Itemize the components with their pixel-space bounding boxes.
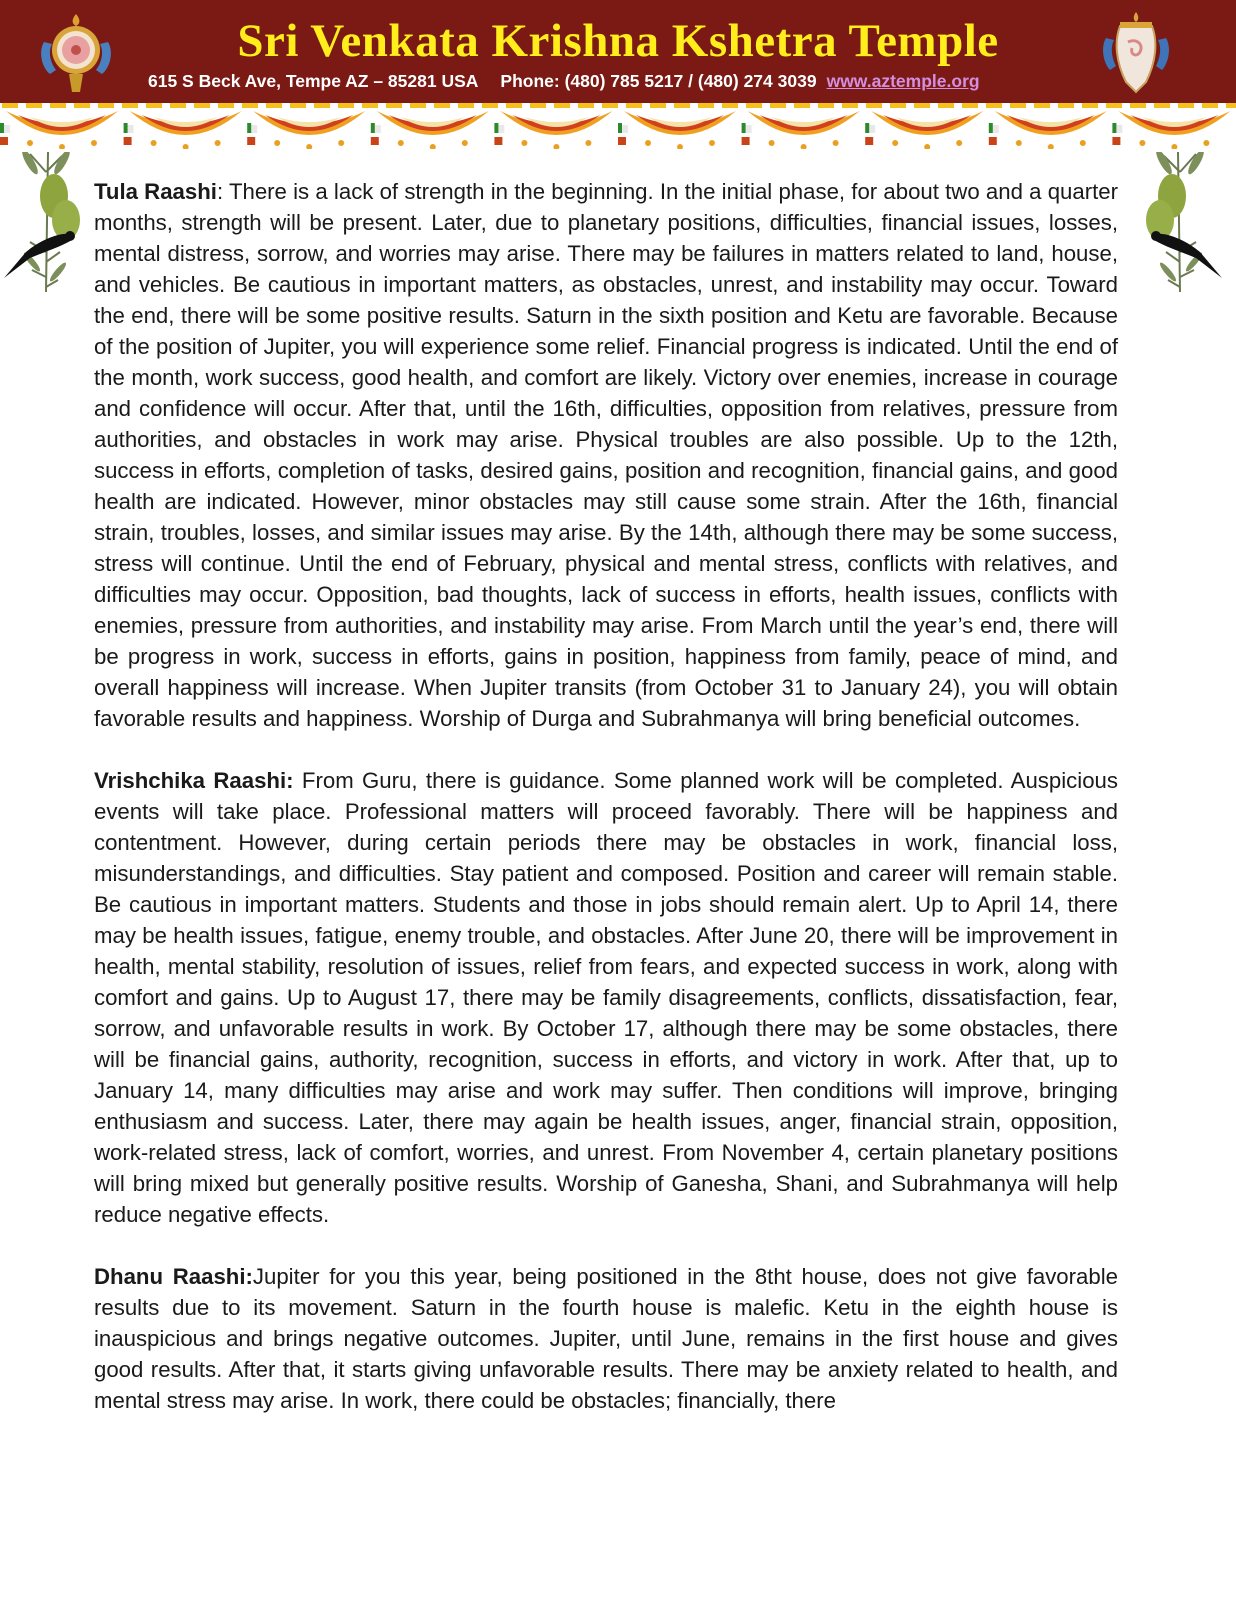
section-heading: Dhanu Raashi: (94, 1264, 253, 1289)
temple-website-link[interactable]: www.aztemple.org (826, 71, 980, 91)
header-band (0, 0, 1236, 103)
temple-address: 615 S Beck Ave, Tempe AZ – 85281 USA (148, 71, 479, 91)
marigold-garland-decoration (0, 103, 1236, 155)
temple-phone: Phone: (480) 785 5217 / (480) 274 3039 (500, 71, 817, 91)
section-heading: Vrishchika Raashi: (94, 768, 294, 793)
section-text: From Guru, there is guidance. Some planned work will be completed. Auspicious events will take place. Professional matters will proceed favorably. There will be happiness and contentment. However, during certain periods there may be obstacles in work, financial loss, misunderstandings, and difficulties. Stay patient and composed. Position and career will remain stable. Be cautious in important matters. Students and those in jobs should remain alert. Up to April 14, there may be health issues, fatigue, enemy trouble, and obstacles. After June 20, there will be improvement in health, mental stability, resolution of issues, relief from fears, and expected success in work, along with comfort and gains. Up to August 17, there may be family disagreements, conflicts, dissatisfaction, fear, sorrow, and unfavorable results in work. By October 17, although there may be some obstacles, there will be financial gains, authority, recognition, success in efforts, and victory in work. After that, up to January 14, many difficulties may arise and work may suffer. Then conditions will improve, bringing enthusiasm and success. Later, there may again be health issues, anger, financial strain, opposition, work-related stress, lack of comfort, worries, and unrest. From November 4, certain planetary positions will bring mixed but generally positive results. Worship of Ganesha, Shani, and Subrahmanya will help reduce negative effects. (94, 768, 1118, 1227)
mango-leaves-bird-decoration-left (0, 152, 90, 302)
section-text: Jupiter for you this year, being positioned in the 8tht house, does not give favorable results due to its movement. Saturn in the fourth house is malefic. Ketu in the eighth house is inauspicious and brings negative outcomes. Jupiter, until June, remains in the first house and gives good results. After that, it starts giving unfavorable results. There may be anxiety related to health, and mental stress may arise. In work, there could be obstacles; financially, there (94, 1264, 1118, 1413)
header-contact-line (148, 70, 980, 92)
section-dhanu-raashi (94, 1261, 1118, 1416)
section-heading: Tula Raashi (94, 179, 217, 204)
temple-title: Sri Venkata Krishna Kshetra Temple (237, 15, 999, 67)
conch-shell-emblem-icon (1096, 12, 1176, 94)
horoscope-content (94, 176, 1118, 1447)
section-text: There is a lack of strength in the beginning. In the initial phase, for about two and a quarter months, strength will be present. Later, due to planetary positions, difficulties, financial issues, losses, mental distress, sorrow, and worries may arise. There may be failures in matters related to land, house, and vehicles. Be cautious in important matters, as obstacles, unrest, and instability may occur. Toward the end, there will be some positive results. Saturn in the sixth position and Ketu are favorable. Because of the position of Jupiter, you will experience some relief. Financial progress is indicated. Until the end of the month, work success, good health, and comfort are likely. Victory over enemies, increase in courage and confidence will occur. After that, until the 16th, difficulties, opposition from relatives, pressure from authorities, and obstacles in work may arise. Physical troubles are also possible. Up to the 12th, success in efforts, completion of tasks, desired gains, position and recognition, financial gains, and good health are indicated. However, minor obstacles may still cause some strain. After the 16th, financial strain, troubles, losses, and similar issues may arise. By the 14th, although there may be some success, stress will continue. Until the end of February, physical and mental stress, conflicts with relatives, and difficulties may occur. Opposition, bad thoughts, lack of success in efforts, health issues, conflicts with enemies, pressure from authorities, and instability may arise. From March until the year’s end, there will be progress in work, success in efforts, gains in position, happiness from family, peace of mind, and overall happiness will increase. When Jupiter transits (from October 31 to January 24), you will obtain favorable results and happiness. Worship of Durga and Subrahmanya will bring beneficial outcomes. (94, 179, 1118, 731)
section-vrishchika-raashi (94, 765, 1118, 1230)
mango-leaves-bird-decoration-right (1136, 152, 1226, 302)
section-tula-raashi: Tula Raashi: There is a lack of strength in the beginning. In the initial phase, for about two and a quarter months, strength will be present. Later, due to planetary positions, difficulties, financial issues, losses, mental distress, sorrow, and worries may arise. There may be failures in matters related to land, house, and vehicles. Be cautious in important matters, as obstacles, unrest, and instability may occur. Toward the end, there will be some positive results. Saturn in the sixth position and Ketu are favorable. Because of the position of Jupiter, you will experience some relief. Financial progress is indicated. Until the end of the month, work success, good health, and comfort are likely. Victory over enemies, increase in courage and confidence will occur. After that, until the 16th, difficulties, opposition from relatives, pressure from authorities, and obstacles in work may arise. Physical troubles are also possible. Up to the 12th, success in efforts, completion of tasks, desired gains, position and recognition, financial gains, and good health are indicated. However, minor obstacles may still cause some strain. After the 16th, financial strain, troubles, losses, and similar issues may arise. By the 14th, although there may be some success, stress will continue. Until the end of February, physical and mental stress, conflicts with relatives, and difficulties may occur. Opposition, bad thoughts, lack of success in efforts, health issues, conflicts with enemies, pressure from authorities, and instability may arise. From March until the year’s end, there will be progress in work, success in efforts, gains in position, happiness from family, peace of mind, and overall happiness will increase. When Jupiter transits (from October 31 to January 24), you will obtain favorable results and happiness. Worship of Durga and Subrahmanya will bring beneficial outcomes. (94, 179, 1118, 731)
